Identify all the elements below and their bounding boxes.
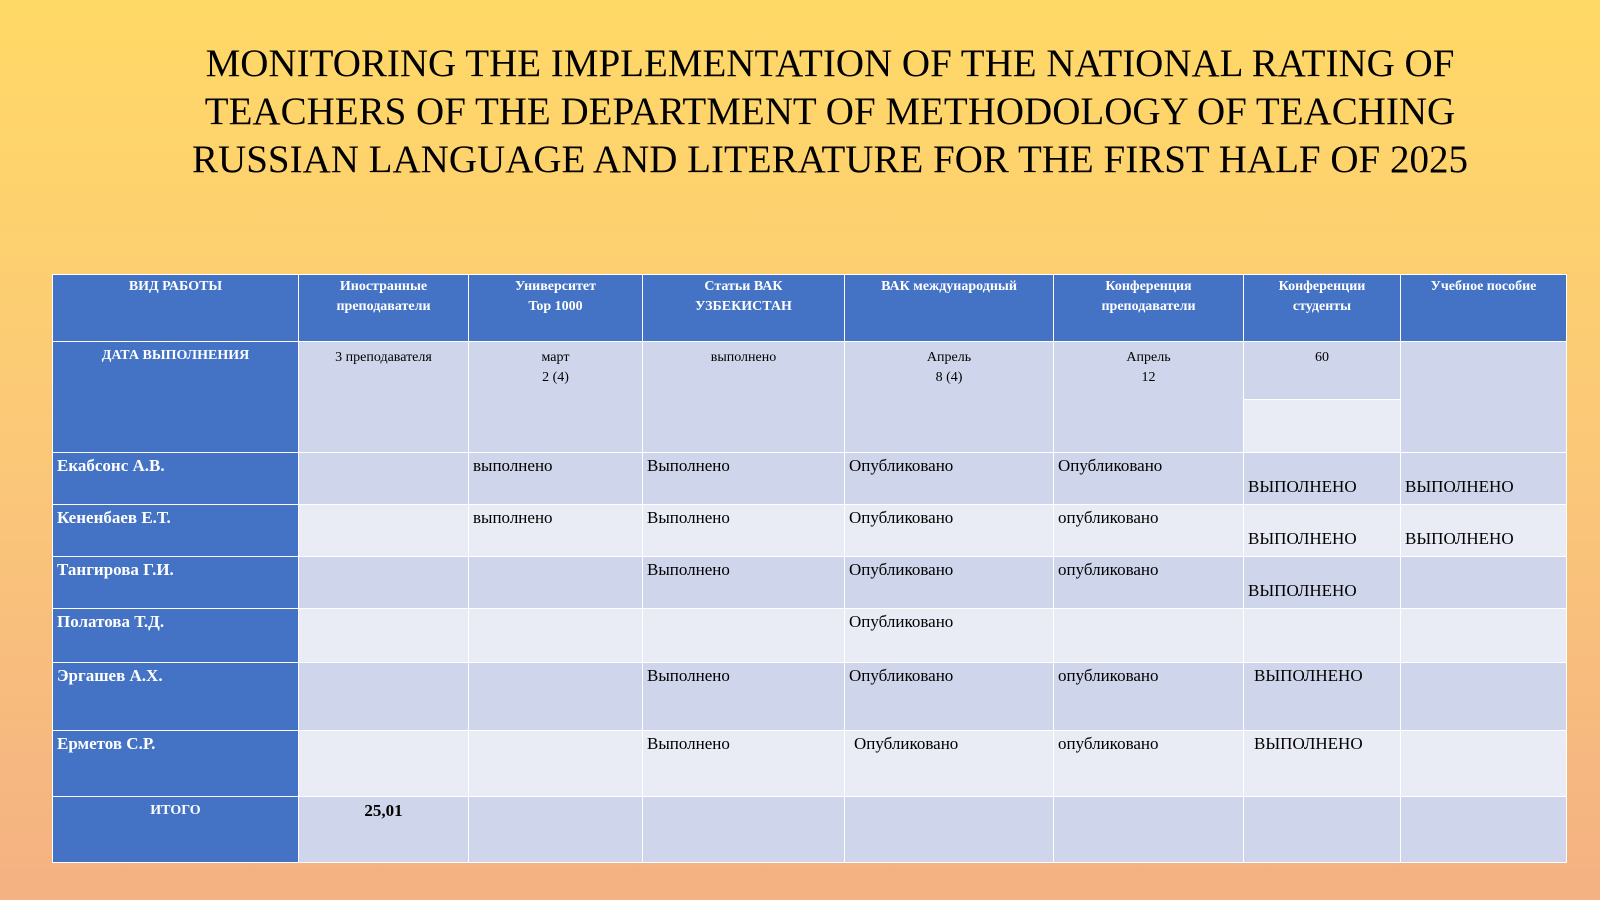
table-cell: выполнено — [469, 505, 643, 557]
date-cell-university: март 2 (4) — [469, 342, 643, 453]
table-cell: Выполнено — [643, 663, 845, 731]
teacher-name: Екабсонс А.В. — [53, 453, 299, 505]
table-cell — [1401, 557, 1567, 609]
rating-table-container — [52, 274, 1566, 863]
table-cell — [845, 797, 1054, 863]
table-cell: Выполнено — [643, 505, 845, 557]
table-cell: опубликовано — [1054, 557, 1244, 609]
table-cell: ВЫПОЛНЕНО — [1244, 505, 1401, 557]
table-cell — [469, 609, 643, 663]
table-row — [53, 663, 1567, 731]
table-cell: ВЫПОЛНЕНО — [1244, 453, 1401, 505]
table-cell: ВЫПОЛНЕНО — [1401, 505, 1567, 557]
total-label: ИТОГО — [53, 797, 299, 863]
total-value: 25,01 — [299, 797, 469, 863]
table-cell: Опубликовано — [845, 731, 1054, 797]
date-cell-conf-teachers: Апрель 12 — [1054, 342, 1244, 453]
table-cell: ВЫПОЛНЕНО — [1401, 453, 1567, 505]
teacher-name: Кененбаев Е.Т. — [53, 505, 299, 557]
header-work-type: ВИД РАБОТЫ — [53, 275, 299, 342]
table-row — [53, 557, 1567, 609]
table-row — [53, 505, 1567, 557]
table-cell — [643, 797, 845, 863]
table-cell — [1401, 663, 1567, 731]
date-cell-conf-students-top: 60 — [1244, 342, 1400, 400]
table-cell: Выполнено — [643, 557, 845, 609]
teacher-name: Ерметов С.Р. — [53, 731, 299, 797]
table-row — [53, 609, 1567, 663]
table-cell: опубликовано — [1054, 731, 1244, 797]
table-row — [53, 731, 1567, 797]
table-cell: выполнено — [469, 453, 643, 505]
table-cell — [469, 557, 643, 609]
date-cell-textbook — [1401, 342, 1567, 453]
table-cell: Опубликовано — [845, 505, 1054, 557]
table-cell — [1401, 797, 1567, 863]
table-cell — [299, 731, 469, 797]
teacher-name: Эргашев А.Х. — [53, 663, 299, 731]
rating-table — [52, 274, 1567, 863]
date-cell-vak-uz: выполнено — [643, 342, 845, 453]
table-cell — [299, 505, 469, 557]
table-cell — [469, 731, 643, 797]
date-cell-conf-students-bottom — [1244, 400, 1400, 452]
header-vak-uzbekistan: Статьи ВАК УЗБЕКИСТАН — [643, 275, 845, 342]
header-foreign-teachers: Иностранные преподаватели — [299, 275, 469, 342]
date-cell-foreign-teachers: 3 преподавателя — [299, 342, 469, 453]
header-textbook: Учебное пособие — [1401, 275, 1567, 342]
table-cell: Выполнено — [643, 731, 845, 797]
table-cell: ВЫПОЛНЕНО — [1244, 731, 1401, 797]
table-cell — [1401, 731, 1567, 797]
table-cell: ВЫПОЛНЕНО — [1244, 663, 1401, 731]
table-cell: Опубликовано — [845, 663, 1054, 731]
table-cell — [299, 663, 469, 731]
table-cell: Опубликовано — [845, 453, 1054, 505]
table-cell — [469, 797, 643, 863]
table-cell: Выполнено — [643, 453, 845, 505]
table-cell — [1054, 609, 1244, 663]
table-cell — [643, 609, 845, 663]
header-university-top1000: Университет Top 1000 — [469, 275, 643, 342]
table-cell — [469, 663, 643, 731]
slide-title: MONITORING THE IMPLEMENTATION OF THE NATIONAL RATING OF TEACHERS OF THE DEPARTMENT OF METHODOLOGY OF TEACHING RUSSIAN LANGUAGE AND LITERATURE FOR THE FIRST HALF OF 2025 — [192, 42, 1468, 181]
table-cell — [299, 609, 469, 663]
table-cell — [1244, 797, 1401, 863]
table-cell — [1054, 797, 1244, 863]
date-cell-vak-int: Апрель 8 (4) — [845, 342, 1054, 453]
table-cell — [1401, 609, 1567, 663]
table-cell: опубликовано — [1054, 505, 1244, 557]
table-cell — [1244, 609, 1401, 663]
table-cell: опубликовано — [1054, 663, 1244, 731]
header-vak-international: ВАК международный — [845, 275, 1054, 342]
date-row — [53, 342, 1567, 453]
header-conference-teachers: Конференция преподаватели — [1054, 275, 1244, 342]
table-cell: Опубликовано — [845, 557, 1054, 609]
table-cell: ВЫПОЛНЕНО — [1244, 557, 1401, 609]
total-row — [53, 797, 1567, 863]
header-conference-students: Конференции студенты — [1244, 275, 1401, 342]
teacher-name: Полатова Т.Д. — [53, 609, 299, 663]
teacher-name: Тангирова Г.И. — [53, 557, 299, 609]
date-cell-conf-students — [1244, 342, 1401, 453]
table-cell — [299, 453, 469, 505]
table-cell: Опубликовано — [1054, 453, 1244, 505]
table-cell — [299, 557, 469, 609]
table-cell: Опубликовано — [845, 609, 1054, 663]
table-row — [53, 453, 1567, 505]
header-row — [53, 275, 1567, 342]
date-row-label: ДАТА ВЫПОЛНЕНИЯ — [53, 342, 299, 453]
